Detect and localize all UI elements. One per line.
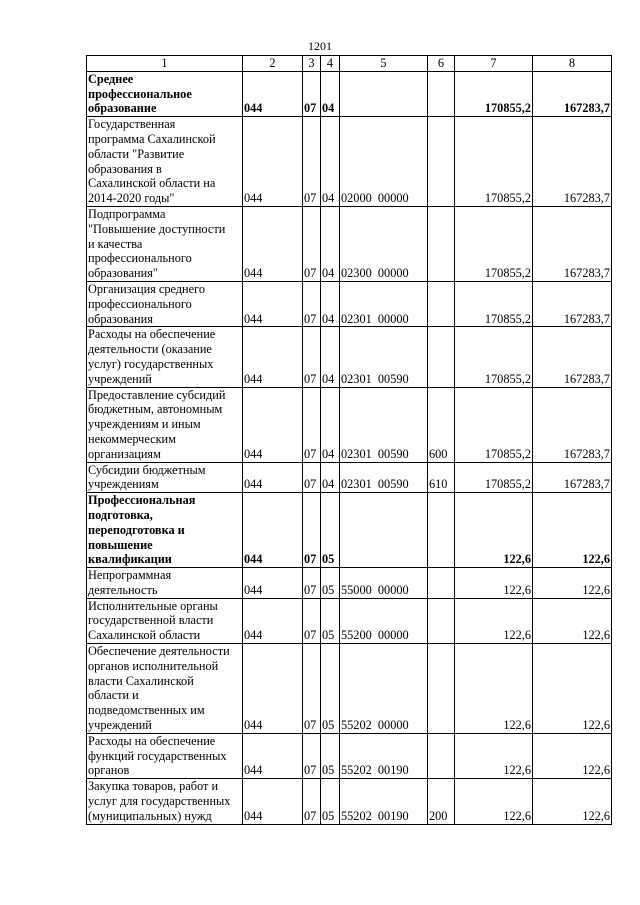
- target-article-code: 02301 00000: [340, 281, 428, 326]
- row-name-line: Расходы на обеспечение: [88, 327, 216, 342]
- amount-col8: 122,6: [533, 568, 612, 599]
- row-name-line: переподготовка и: [88, 522, 185, 537]
- expense-type-code: 200: [428, 779, 455, 824]
- row-name: [87, 493, 243, 568]
- row-name-line: Организация среднего: [88, 281, 205, 296]
- section-code: 07: [303, 71, 321, 116]
- column-header-1: 1: [87, 56, 243, 72]
- target-article-code: 02301 00590: [340, 327, 428, 387]
- row-name-line: органов: [88, 763, 130, 778]
- table-row: [87, 598, 612, 643]
- subsection-code: 04: [321, 206, 340, 281]
- expense-type-code: [428, 644, 455, 734]
- section-code: 07: [303, 206, 321, 281]
- expense-type-code: [428, 71, 455, 116]
- subsection-code: 04: [321, 387, 340, 462]
- row-name-line: квалификации: [88, 552, 172, 567]
- ministry-code: 044: [243, 327, 303, 387]
- row-name: [87, 71, 243, 116]
- row-name-line: Государственная: [88, 117, 176, 132]
- row-name-line: Сахалинской области: [88, 628, 201, 643]
- subsection-code: 04: [321, 71, 340, 116]
- section-code: 07: [303, 462, 321, 493]
- row-name-line: и качества: [88, 236, 143, 251]
- column-header-2: 2: [243, 56, 303, 72]
- column-number-row: [87, 56, 612, 72]
- subsection-code: 05: [321, 568, 340, 599]
- amount-col7: 122,6: [455, 644, 533, 734]
- row-name-line: 2014-2020 годы": [88, 191, 175, 206]
- row-name-line: профессионального: [88, 296, 192, 311]
- row-name-line: функций государственных: [88, 748, 227, 763]
- row-name-line: органов исполнительной: [88, 658, 219, 673]
- row-name-line: области и: [88, 688, 139, 703]
- subsection-code: 04: [321, 462, 340, 493]
- row-name: [87, 387, 243, 462]
- budget-table: [86, 55, 612, 825]
- row-name-line: образования в: [88, 161, 162, 176]
- subsection-code: 05: [321, 779, 340, 824]
- amount-col7: 122,6: [455, 779, 533, 824]
- section-code: 07: [303, 598, 321, 643]
- column-header-7: 7: [455, 56, 533, 72]
- row-name-line: учреждений: [88, 718, 152, 733]
- amount-col8: 167283,7: [533, 327, 612, 387]
- row-name-line: Среднее: [88, 71, 134, 86]
- table-row: [87, 71, 612, 116]
- ministry-code: 044: [243, 117, 303, 207]
- ministry-code: 044: [243, 779, 303, 824]
- target-article-code: 55202 00000: [340, 644, 428, 734]
- subsection-code: 04: [321, 117, 340, 207]
- row-name-line: деятельности (оказание: [88, 342, 212, 357]
- amount-col8: 122,6: [533, 733, 612, 778]
- table-row: [87, 327, 612, 387]
- table-row: [87, 281, 612, 326]
- expense-type-code: [428, 117, 455, 207]
- row-name: [87, 568, 243, 599]
- ministry-code: 044: [243, 598, 303, 643]
- page-number: 1201: [308, 39, 332, 53]
- table-row: [87, 117, 612, 207]
- row-name-line: бюджетным, автономным: [88, 402, 223, 417]
- subsection-code: 05: [321, 493, 340, 568]
- table-row: [87, 644, 612, 734]
- expense-type-code: [428, 598, 455, 643]
- row-name-line: Расходы на обеспечение: [88, 733, 216, 748]
- amount-col7: 170855,2: [455, 117, 533, 207]
- row-name-line: образования: [88, 311, 153, 326]
- section-code: 07: [303, 493, 321, 568]
- expense-type-code: [428, 568, 455, 599]
- row-name-line: программа Сахалинской: [88, 131, 216, 146]
- amount-col7: 122,6: [455, 568, 533, 599]
- section-code: 07: [303, 117, 321, 207]
- row-name-line: Исполнительные органы: [88, 598, 218, 613]
- amount-col8: 167283,7: [533, 462, 612, 493]
- table-row: [87, 779, 612, 824]
- row-name-line: подготовка,: [88, 507, 153, 522]
- row-name: [87, 327, 243, 387]
- subsection-code: 04: [321, 327, 340, 387]
- section-code: 07: [303, 644, 321, 734]
- row-name-line: Непрограммная: [88, 568, 172, 583]
- row-name-line: Обеспечение деятельности: [88, 644, 230, 659]
- row-name-line: учреждениям: [88, 477, 159, 492]
- expense-type-code: [428, 206, 455, 281]
- subsection-code: 05: [321, 598, 340, 643]
- row-name-line: Предоставление субсидий: [88, 387, 226, 402]
- target-article-code: 55202 00190: [340, 779, 428, 824]
- target-article-code: [340, 71, 428, 116]
- row-name-line: профессионального: [88, 251, 192, 266]
- table-row: [87, 387, 612, 462]
- amount-col8: 167283,7: [533, 117, 612, 207]
- row-name: [87, 598, 243, 643]
- row-name-line: "Повышение доступности: [88, 221, 226, 236]
- ministry-code: 044: [243, 462, 303, 493]
- ministry-code: 044: [243, 206, 303, 281]
- row-name-line: образование: [88, 101, 157, 116]
- section-code: 07: [303, 387, 321, 462]
- amount-col8: 167283,7: [533, 206, 612, 281]
- row-name-line: некоммерческим: [88, 431, 176, 446]
- amount-col7: 170855,2: [455, 387, 533, 462]
- target-article-code: 02301 00590: [340, 462, 428, 493]
- section-code: 07: [303, 327, 321, 387]
- expense-type-code: [428, 733, 455, 778]
- amount-col7: 170855,2: [455, 281, 533, 326]
- column-header-5: 5: [340, 56, 428, 72]
- expense-type-code: 610: [428, 462, 455, 493]
- table-row: [87, 206, 612, 281]
- row-name-line: власти Сахалинской: [88, 673, 194, 688]
- row-name-line: Закупка товаров, работ и: [88, 779, 219, 794]
- target-article-code: 02300 00000: [340, 206, 428, 281]
- target-article-code: 55200 00000: [340, 598, 428, 643]
- table-row: [87, 493, 612, 568]
- column-header-6: 6: [428, 56, 455, 72]
- row-name-line: Субсидии бюджетным: [88, 462, 206, 477]
- expense-type-code: [428, 281, 455, 326]
- amount-col8: 122,6: [533, 598, 612, 643]
- amount-col7: 170855,2: [455, 206, 533, 281]
- target-article-code: 02000 00000: [340, 117, 428, 207]
- table-body: [87, 71, 612, 824]
- section-code: 07: [303, 779, 321, 824]
- amount-col7: 122,6: [455, 733, 533, 778]
- row-name-line: деятельность: [88, 582, 158, 597]
- row-name-line: Профессиональная: [88, 493, 196, 508]
- subsection-code: 04: [321, 281, 340, 326]
- row-name-line: Подпрограмма: [88, 206, 166, 221]
- amount-col8: 167283,7: [533, 387, 612, 462]
- expense-type-code: 600: [428, 387, 455, 462]
- section-code: 07: [303, 733, 321, 778]
- row-name-line: (муниципальных) нужд: [88, 808, 212, 823]
- target-article-code: 55000 00000: [340, 568, 428, 599]
- amount-col8: 122,6: [533, 493, 612, 568]
- amount-col8: 167283,7: [533, 71, 612, 116]
- ministry-code: 044: [243, 387, 303, 462]
- row-name-line: области "Развитие: [88, 146, 185, 161]
- subsection-code: 05: [321, 733, 340, 778]
- amount-col7: 122,6: [455, 598, 533, 643]
- section-code: 07: [303, 281, 321, 326]
- row-name: [87, 779, 243, 824]
- amount-col7: 170855,2: [455, 462, 533, 493]
- amount-col8: 122,6: [533, 779, 612, 824]
- row-name: [87, 644, 243, 734]
- amount-col7: 170855,2: [455, 327, 533, 387]
- table-row: [87, 462, 612, 493]
- ministry-code: 044: [243, 71, 303, 116]
- row-name-line: организациям: [88, 446, 161, 461]
- expense-type-code: [428, 493, 455, 568]
- target-article-code: [340, 493, 428, 568]
- row-name: [87, 733, 243, 778]
- row-name: [87, 117, 243, 207]
- column-header-8: 8: [533, 56, 612, 72]
- row-name-line: услуг) государственных: [88, 356, 214, 371]
- subsection-code: 05: [321, 644, 340, 734]
- ministry-code: 044: [243, 568, 303, 599]
- row-name-line: подведомственных им: [88, 703, 205, 718]
- row-name-line: учреждений: [88, 371, 152, 386]
- column-header-3: 3: [303, 56, 321, 72]
- target-article-code: 55202 00190: [340, 733, 428, 778]
- ministry-code: 044: [243, 281, 303, 326]
- table-row: [87, 568, 612, 599]
- section-code: 07: [303, 568, 321, 599]
- expense-type-code: [428, 327, 455, 387]
- table-row: [87, 733, 612, 778]
- ministry-code: 044: [243, 644, 303, 734]
- amount-col8: 167283,7: [533, 281, 612, 326]
- row-name-line: образования": [88, 266, 158, 281]
- row-name: [87, 281, 243, 326]
- target-article-code: 02301 00590: [340, 387, 428, 462]
- row-name-line: государственной власти: [88, 613, 214, 628]
- row-name-line: услуг для государственных: [88, 794, 231, 809]
- ministry-code: 044: [243, 493, 303, 568]
- row-name-line: учреждениям и иным: [88, 417, 201, 432]
- row-name-line: Сахалинской области на: [88, 176, 216, 191]
- row-name-line: повышение: [88, 537, 153, 552]
- amount-col8: 122,6: [533, 644, 612, 734]
- row-name: [87, 462, 243, 493]
- amount-col7: 170855,2: [455, 71, 533, 116]
- row-name: [87, 206, 243, 281]
- ministry-code: 044: [243, 733, 303, 778]
- amount-col7: 122,6: [455, 493, 533, 568]
- row-name-line: профессиональное: [88, 86, 192, 101]
- column-header-4: 4: [321, 56, 340, 72]
